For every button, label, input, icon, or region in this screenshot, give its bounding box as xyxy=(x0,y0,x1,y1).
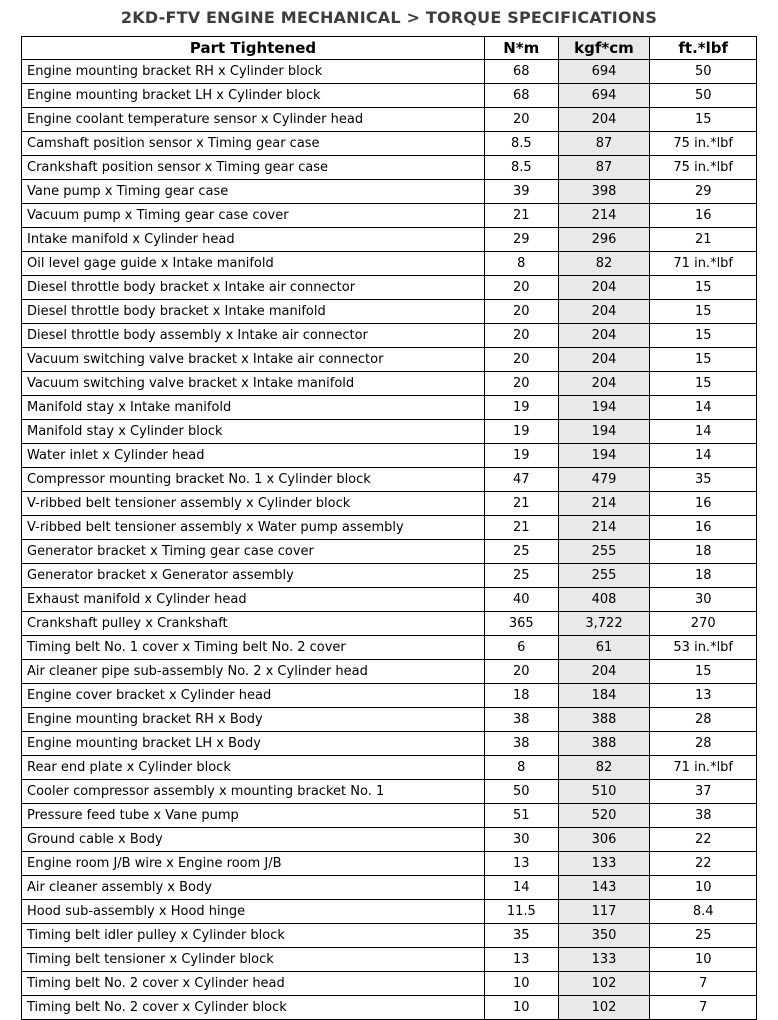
kgfcm-cell: 194 xyxy=(558,420,650,444)
nm-cell: 25 xyxy=(485,564,559,588)
ftlbf-cell: 22 xyxy=(650,828,757,852)
kgfcm-cell: 82 xyxy=(558,756,650,780)
nm-cell: 20 xyxy=(485,348,559,372)
nm-cell: 30 xyxy=(485,828,559,852)
part-cell: Generator bracket x Generator assembly xyxy=(22,564,485,588)
column-header-kgfcm: kgf*cm xyxy=(558,37,650,60)
part-cell: Manifold stay x Intake manifold xyxy=(22,396,485,420)
nm-cell: 39 xyxy=(485,180,559,204)
kgfcm-cell: 204 xyxy=(558,108,650,132)
ftlbf-cell: 21 xyxy=(650,228,757,252)
kgfcm-cell: 694 xyxy=(558,84,650,108)
part-cell: Ground cable x Body xyxy=(22,828,485,852)
part-cell: Timing belt idler pulley x Cylinder block xyxy=(22,924,485,948)
table-row xyxy=(22,612,757,636)
part-cell: V-ribbed belt tensioner assembly x Water pump assembly xyxy=(22,516,485,540)
table-row xyxy=(22,804,757,828)
kgfcm-cell: 204 xyxy=(558,324,650,348)
part-cell: Diesel throttle body assembly x Intake air connector xyxy=(22,324,485,348)
ftlbf-cell: 53 in.*lbf xyxy=(650,636,757,660)
kgfcm-cell: 350 xyxy=(558,924,650,948)
table-row xyxy=(22,564,757,588)
part-cell: Manifold stay x Cylinder block xyxy=(22,420,485,444)
part-cell: Vane pump x Timing gear case xyxy=(22,180,485,204)
table-row xyxy=(22,156,757,180)
part-cell: Timing belt tensioner x Cylinder block xyxy=(22,948,485,972)
nm-cell: 38 xyxy=(485,708,559,732)
part-cell: Engine mounting bracket LH x Cylinder block xyxy=(22,84,485,108)
kgfcm-cell: 204 xyxy=(558,300,650,324)
ftlbf-cell: 71 in.*lbf xyxy=(650,756,757,780)
nm-cell: 19 xyxy=(485,420,559,444)
column-header-nm: N*m xyxy=(485,37,559,60)
part-cell: Air cleaner pipe sub-assembly No. 2 x Cylinder head xyxy=(22,660,485,684)
nm-cell: 38 xyxy=(485,732,559,756)
nm-cell: 51 xyxy=(485,804,559,828)
part-cell: Engine room J/B wire x Engine room J/B xyxy=(22,852,485,876)
table-row xyxy=(22,828,757,852)
ftlbf-cell: 10 xyxy=(650,876,757,900)
table-row xyxy=(22,900,757,924)
nm-cell: 19 xyxy=(485,444,559,468)
ftlbf-cell: 15 xyxy=(650,300,757,324)
part-cell: Vacuum switching valve bracket x Intake manifold xyxy=(22,372,485,396)
table-row xyxy=(22,60,757,84)
part-cell: Air cleaner assembly x Body xyxy=(22,876,485,900)
page-title: 2KD-FTV ENGINE MECHANICAL > TORQUE SPECIFICATIONS xyxy=(120,8,658,27)
nm-cell: 21 xyxy=(485,516,559,540)
kgfcm-cell: 194 xyxy=(558,396,650,420)
kgfcm-cell: 388 xyxy=(558,732,650,756)
table-row xyxy=(22,924,757,948)
table-row xyxy=(22,132,757,156)
nm-cell: 8.5 xyxy=(485,132,559,156)
ftlbf-cell: 10 xyxy=(650,948,757,972)
torque-spec-table xyxy=(21,36,757,1020)
table-row xyxy=(22,756,757,780)
part-cell: Crankshaft pulley x Crankshaft xyxy=(22,612,485,636)
nm-cell: 8 xyxy=(485,756,559,780)
part-cell: Timing belt No. 1 cover x Timing belt No. 2 cover xyxy=(22,636,485,660)
table-row xyxy=(22,396,757,420)
table-row xyxy=(22,732,757,756)
part-cell: Engine mounting bracket RH x Cylinder block xyxy=(22,60,485,84)
table-row xyxy=(22,228,757,252)
kgfcm-cell: 194 xyxy=(558,444,650,468)
kgfcm-cell: 82 xyxy=(558,252,650,276)
nm-cell: 40 xyxy=(485,588,559,612)
nm-cell: 13 xyxy=(485,948,559,972)
ftlbf-cell: 14 xyxy=(650,396,757,420)
part-cell: Diesel throttle body bracket x Intake air connector xyxy=(22,276,485,300)
table-row xyxy=(22,324,757,348)
table-row xyxy=(22,948,757,972)
nm-cell: 50 xyxy=(485,780,559,804)
kgfcm-cell: 61 xyxy=(558,636,650,660)
kgfcm-cell: 479 xyxy=(558,468,650,492)
kgfcm-cell: 204 xyxy=(558,372,650,396)
table-row xyxy=(22,588,757,612)
part-cell: Compressor mounting bracket No. 1 x Cylinder block xyxy=(22,468,485,492)
ftlbf-cell: 16 xyxy=(650,516,757,540)
kgfcm-cell: 408 xyxy=(558,588,650,612)
ftlbf-cell: 22 xyxy=(650,852,757,876)
part-cell: Pressure feed tube x Vane pump xyxy=(22,804,485,828)
part-cell: Generator bracket x Timing gear case cover xyxy=(22,540,485,564)
table-row xyxy=(22,84,757,108)
kgfcm-cell: 102 xyxy=(558,996,650,1020)
ftlbf-cell: 15 xyxy=(650,348,757,372)
kgfcm-cell: 510 xyxy=(558,780,650,804)
kgfcm-cell: 388 xyxy=(558,708,650,732)
part-cell: V-ribbed belt tensioner assembly x Cylinder block xyxy=(22,492,485,516)
table-row xyxy=(22,204,757,228)
ftlbf-cell: 15 xyxy=(650,108,757,132)
nm-cell: 29 xyxy=(485,228,559,252)
ftlbf-cell: 18 xyxy=(650,564,757,588)
ftlbf-cell: 15 xyxy=(650,372,757,396)
part-cell: Intake manifold x Cylinder head xyxy=(22,228,485,252)
kgfcm-cell: 87 xyxy=(558,132,650,156)
part-cell: Timing belt No. 2 cover x Cylinder head xyxy=(22,972,485,996)
part-cell: Cooler compressor assembly x mounting bracket No. 1 xyxy=(22,780,485,804)
ftlbf-cell: 18 xyxy=(650,540,757,564)
ftlbf-cell: 30 xyxy=(650,588,757,612)
ftlbf-cell: 35 xyxy=(650,468,757,492)
table-row xyxy=(22,372,757,396)
ftlbf-cell: 37 xyxy=(650,780,757,804)
kgfcm-cell: 102 xyxy=(558,972,650,996)
kgfcm-cell: 398 xyxy=(558,180,650,204)
ftlbf-cell: 25 xyxy=(650,924,757,948)
column-header-part: Part Tightened xyxy=(22,37,485,60)
nm-cell: 68 xyxy=(485,84,559,108)
kgfcm-cell: 255 xyxy=(558,564,650,588)
kgfcm-cell: 296 xyxy=(558,228,650,252)
part-cell: Timing belt No. 2 cover x Cylinder block xyxy=(22,996,485,1020)
table-row xyxy=(22,300,757,324)
ftlbf-cell: 13 xyxy=(650,684,757,708)
part-cell: Camshaft position sensor x Timing gear case xyxy=(22,132,485,156)
nm-cell: 11.5 xyxy=(485,900,559,924)
nm-cell: 21 xyxy=(485,204,559,228)
kgfcm-cell: 214 xyxy=(558,492,650,516)
table-row xyxy=(22,420,757,444)
ftlbf-cell: 15 xyxy=(650,324,757,348)
table-row xyxy=(22,972,757,996)
nm-cell: 10 xyxy=(485,996,559,1020)
nm-cell: 19 xyxy=(485,396,559,420)
table-body xyxy=(22,60,757,1020)
nm-cell: 35 xyxy=(485,924,559,948)
ftlbf-cell: 16 xyxy=(650,492,757,516)
kgfcm-cell: 87 xyxy=(558,156,650,180)
nm-cell: 8 xyxy=(485,252,559,276)
table-row xyxy=(22,708,757,732)
nm-cell: 20 xyxy=(485,276,559,300)
ftlbf-cell: 7 xyxy=(650,996,757,1020)
kgfcm-cell: 133 xyxy=(558,852,650,876)
table-row xyxy=(22,108,757,132)
part-cell: Vacuum pump x Timing gear case cover xyxy=(22,204,485,228)
table-row xyxy=(22,348,757,372)
table-row xyxy=(22,180,757,204)
table-row xyxy=(22,468,757,492)
table-row xyxy=(22,996,757,1020)
nm-cell: 25 xyxy=(485,540,559,564)
kgfcm-cell: 204 xyxy=(558,660,650,684)
table-row xyxy=(22,660,757,684)
ftlbf-cell: 38 xyxy=(650,804,757,828)
table-row xyxy=(22,852,757,876)
ftlbf-cell: 50 xyxy=(650,60,757,84)
table-row xyxy=(22,516,757,540)
kgfcm-cell: 306 xyxy=(558,828,650,852)
part-cell: Engine mounting bracket LH x Body xyxy=(22,732,485,756)
nm-cell: 18 xyxy=(485,684,559,708)
kgfcm-cell: 133 xyxy=(558,948,650,972)
table-row xyxy=(22,252,757,276)
kgfcm-cell: 204 xyxy=(558,348,650,372)
nm-cell: 20 xyxy=(485,372,559,396)
ftlbf-cell: 28 xyxy=(650,708,757,732)
table-row xyxy=(22,276,757,300)
part-cell: Hood sub-assembly x Hood hinge xyxy=(22,900,485,924)
kgfcm-cell: 184 xyxy=(558,684,650,708)
nm-cell: 47 xyxy=(485,468,559,492)
nm-cell: 20 xyxy=(485,324,559,348)
kgfcm-cell: 520 xyxy=(558,804,650,828)
nm-cell: 6 xyxy=(485,636,559,660)
nm-cell: 8.5 xyxy=(485,156,559,180)
kgfcm-cell: 214 xyxy=(558,516,650,540)
table-header-row xyxy=(22,37,757,60)
kgfcm-cell: 117 xyxy=(558,900,650,924)
ftlbf-cell: 7 xyxy=(650,972,757,996)
kgfcm-cell: 255 xyxy=(558,540,650,564)
part-cell: Rear end plate x Cylinder block xyxy=(22,756,485,780)
table-row xyxy=(22,780,757,804)
kgfcm-cell: 143 xyxy=(558,876,650,900)
part-cell: Crankshaft position sensor x Timing gear case xyxy=(22,156,485,180)
table-row xyxy=(22,684,757,708)
part-cell: Water inlet x Cylinder head xyxy=(22,444,485,468)
part-cell: Engine cover bracket x Cylinder head xyxy=(22,684,485,708)
ftlbf-cell: 8.4 xyxy=(650,900,757,924)
nm-cell: 21 xyxy=(485,492,559,516)
table-row xyxy=(22,492,757,516)
ftlbf-cell: 75 in.*lbf xyxy=(650,132,757,156)
table-row xyxy=(22,876,757,900)
table-row xyxy=(22,444,757,468)
nm-cell: 14 xyxy=(485,876,559,900)
nm-cell: 20 xyxy=(485,660,559,684)
table-row xyxy=(22,636,757,660)
table-row xyxy=(22,540,757,564)
part-cell: Engine coolant temperature sensor x Cylinder head xyxy=(22,108,485,132)
nm-cell: 20 xyxy=(485,108,559,132)
part-cell: Vacuum switching valve bracket x Intake air connector xyxy=(22,348,485,372)
ftlbf-cell: 50 xyxy=(650,84,757,108)
nm-cell: 68 xyxy=(485,60,559,84)
column-header-ftlbf: ft.*lbf xyxy=(650,37,757,60)
ftlbf-cell: 15 xyxy=(650,276,757,300)
nm-cell: 20 xyxy=(485,300,559,324)
kgfcm-cell: 204 xyxy=(558,276,650,300)
kgfcm-cell: 3,722 xyxy=(558,612,650,636)
nm-cell: 10 xyxy=(485,972,559,996)
ftlbf-cell: 14 xyxy=(650,444,757,468)
ftlbf-cell: 15 xyxy=(650,660,757,684)
part-cell: Engine mounting bracket RH x Body xyxy=(22,708,485,732)
ftlbf-cell: 75 in.*lbf xyxy=(650,156,757,180)
ftlbf-cell: 270 xyxy=(650,612,757,636)
ftlbf-cell: 16 xyxy=(650,204,757,228)
ftlbf-cell: 29 xyxy=(650,180,757,204)
ftlbf-cell: 28 xyxy=(650,732,757,756)
nm-cell: 13 xyxy=(485,852,559,876)
part-cell: Oil level gage guide x Intake manifold xyxy=(22,252,485,276)
nm-cell: 365 xyxy=(485,612,559,636)
ftlbf-cell: 71 in.*lbf xyxy=(650,252,757,276)
part-cell: Diesel throttle body bracket x Intake manifold xyxy=(22,300,485,324)
ftlbf-cell: 14 xyxy=(650,420,757,444)
kgfcm-cell: 214 xyxy=(558,204,650,228)
kgfcm-cell: 694 xyxy=(558,60,650,84)
part-cell: Exhaust manifold x Cylinder head xyxy=(22,588,485,612)
